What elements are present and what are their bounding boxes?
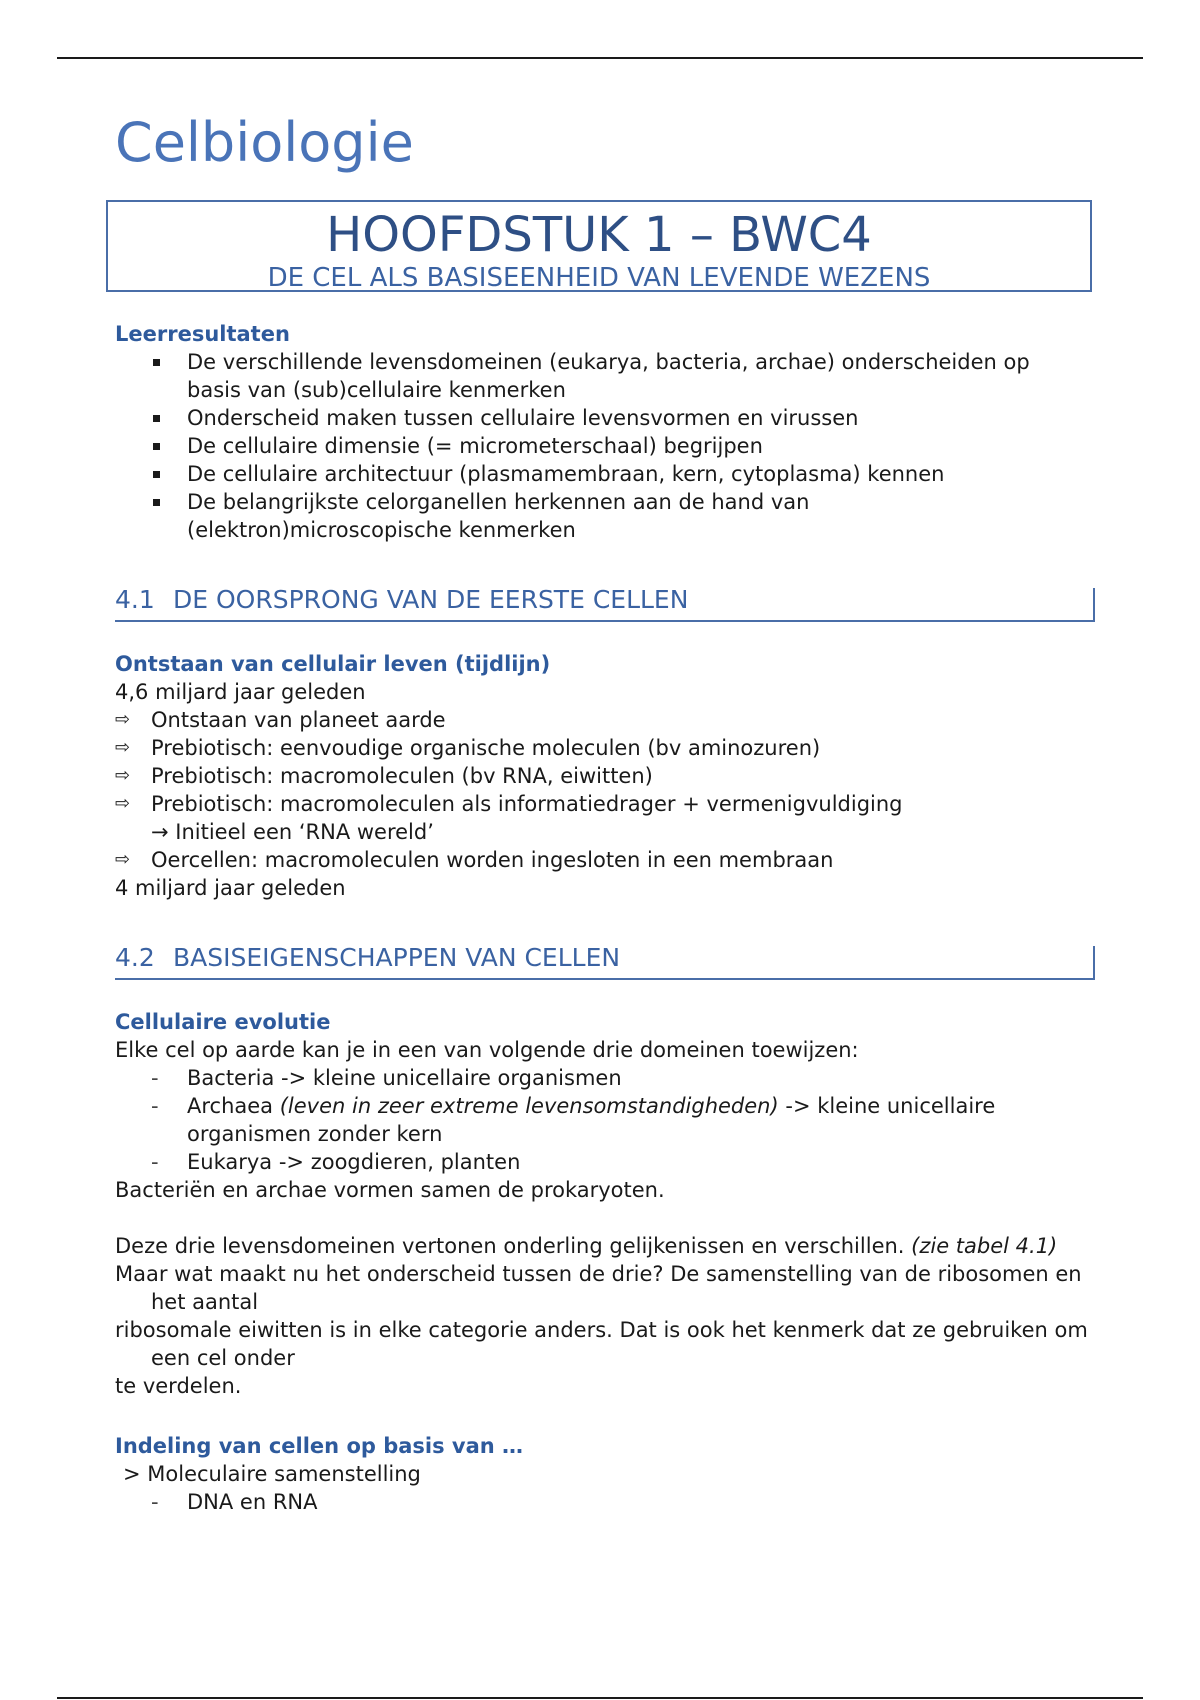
chapter-title: HOOFDSTUK 1 – BWC4 bbox=[326, 207, 872, 263]
list-item: - DNA en RNA bbox=[187, 1488, 1095, 1516]
cellular-evolution-heading: Cellulaire evolutie bbox=[115, 1010, 331, 1034]
prokaryotes-note: Bacteriën en archae vormen samen de prokaryoten. bbox=[115, 1178, 665, 1202]
chapter-subtitle: DE CEL ALS BASISEENHEID VAN LEVENDE WEZENS bbox=[267, 263, 931, 293]
list-item: De verschillende levensdomeinen (eukarya, bacteria, archae) onderscheiden op basis van (sub)cellulaire kenmerken bbox=[187, 348, 1095, 404]
timeline-item: ⇨ Oercellen: macromoleculen worden ingesloten in een membraan bbox=[115, 848, 834, 872]
list-item: De cellulaire architectuur (plasmamembraan, kern, cytoplasma) kennen bbox=[187, 460, 1095, 488]
paragraph: Deze drie levensdomeinen vertonen onderling gelijkenissen en verschillen. (zie tabel 4.1) bbox=[115, 1234, 1058, 1258]
classification-sublist bbox=[115, 1488, 1095, 1516]
paragraph-line: te verdelen. bbox=[115, 1374, 242, 1398]
list-item: - Eukarya -> zoogdieren, planten bbox=[187, 1148, 1095, 1176]
timeline-start: 4,6 miljard jaar geleden bbox=[115, 680, 366, 704]
list-item: - Bacteria -> kleine unicellaire organismen bbox=[187, 1064, 1095, 1092]
list-item: Onderscheid maken tussen cellulaire levensvormen en virussen bbox=[187, 404, 1095, 432]
section-heading-4-2: 4.2 BASISEIGENSCHAPPEN VAN CELLEN bbox=[115, 944, 1095, 980]
header-rule bbox=[57, 57, 1143, 59]
learning-outcomes-list bbox=[115, 348, 1095, 544]
domains-list bbox=[115, 1064, 1095, 1176]
arrow-right-icon: ⇨ bbox=[115, 793, 131, 814]
list-item: - Archaea (leven in zeer extreme levensomstandigheden) -> kleine unicellaire organismen zonder kern bbox=[187, 1092, 1095, 1148]
timeline-item: ⇨ Prebiotisch: eenvoudige organische moleculen (bv aminozuren) bbox=[115, 736, 821, 760]
paragraph-line: Maar wat maakt nu het onderscheid tussen de drie? De samenstelling van de ribosomen en het aantal bbox=[115, 1262, 1082, 1314]
timeline-item: ⇨ Prebiotisch: macromoleculen (bv RNA, eiwitten) bbox=[115, 764, 653, 788]
timeline-end: 4 miljard jaar geleden bbox=[115, 876, 346, 900]
arrow-right-icon: ⇨ bbox=[115, 849, 131, 870]
domains-intro: Elke cel op aarde kan je in een van volgende drie domeinen toewijzen: bbox=[115, 1038, 859, 1062]
arrow-right-icon: ⇨ bbox=[115, 737, 131, 758]
arrow-right-icon: ⇨ bbox=[115, 709, 131, 730]
timeline-item: ⇨ Prebiotisch: macromoleculen als informatiedrager + vermenigvuldiging bbox=[115, 792, 903, 816]
paragraph-line: ribosomale eiwitten is in elke categorie anders. Dat is ook het kenmerk dat ze gebruiken om een cel onder bbox=[115, 1318, 1088, 1370]
arrow-right-icon: ⇨ bbox=[115, 765, 131, 786]
learning-outcomes-heading: Leerresultaten bbox=[115, 322, 290, 346]
section-heading-4-1: 4.1 DE OORSPRONG VAN DE EERSTE CELLEN bbox=[115, 586, 1095, 622]
classification-heading: Indeling van cellen op basis van … bbox=[115, 1434, 524, 1458]
timeline-item: ⇨ Ontstaan van planeet aarde bbox=[115, 708, 446, 732]
classification-item: > Moleculaire samenstelling bbox=[123, 1462, 421, 1486]
timeline-sub-item: → Initieel een ‘RNA wereld’ bbox=[151, 820, 434, 844]
document-title: Celbiologie bbox=[115, 111, 414, 174]
list-item: De belangrijkste celorganellen herkennen aan de hand van (elektron)microscopische kenmerken bbox=[187, 488, 1095, 544]
chapter-title-box bbox=[106, 200, 1092, 292]
page-content bbox=[115, 108, 1095, 1516]
footer-rule bbox=[57, 1697, 1143, 1699]
list-item: De cellulaire dimensie (= micrometerschaal) begrijpen bbox=[187, 432, 1095, 460]
timeline-heading: Ontstaan van cellulair leven (tijdlijn) bbox=[115, 652, 551, 676]
